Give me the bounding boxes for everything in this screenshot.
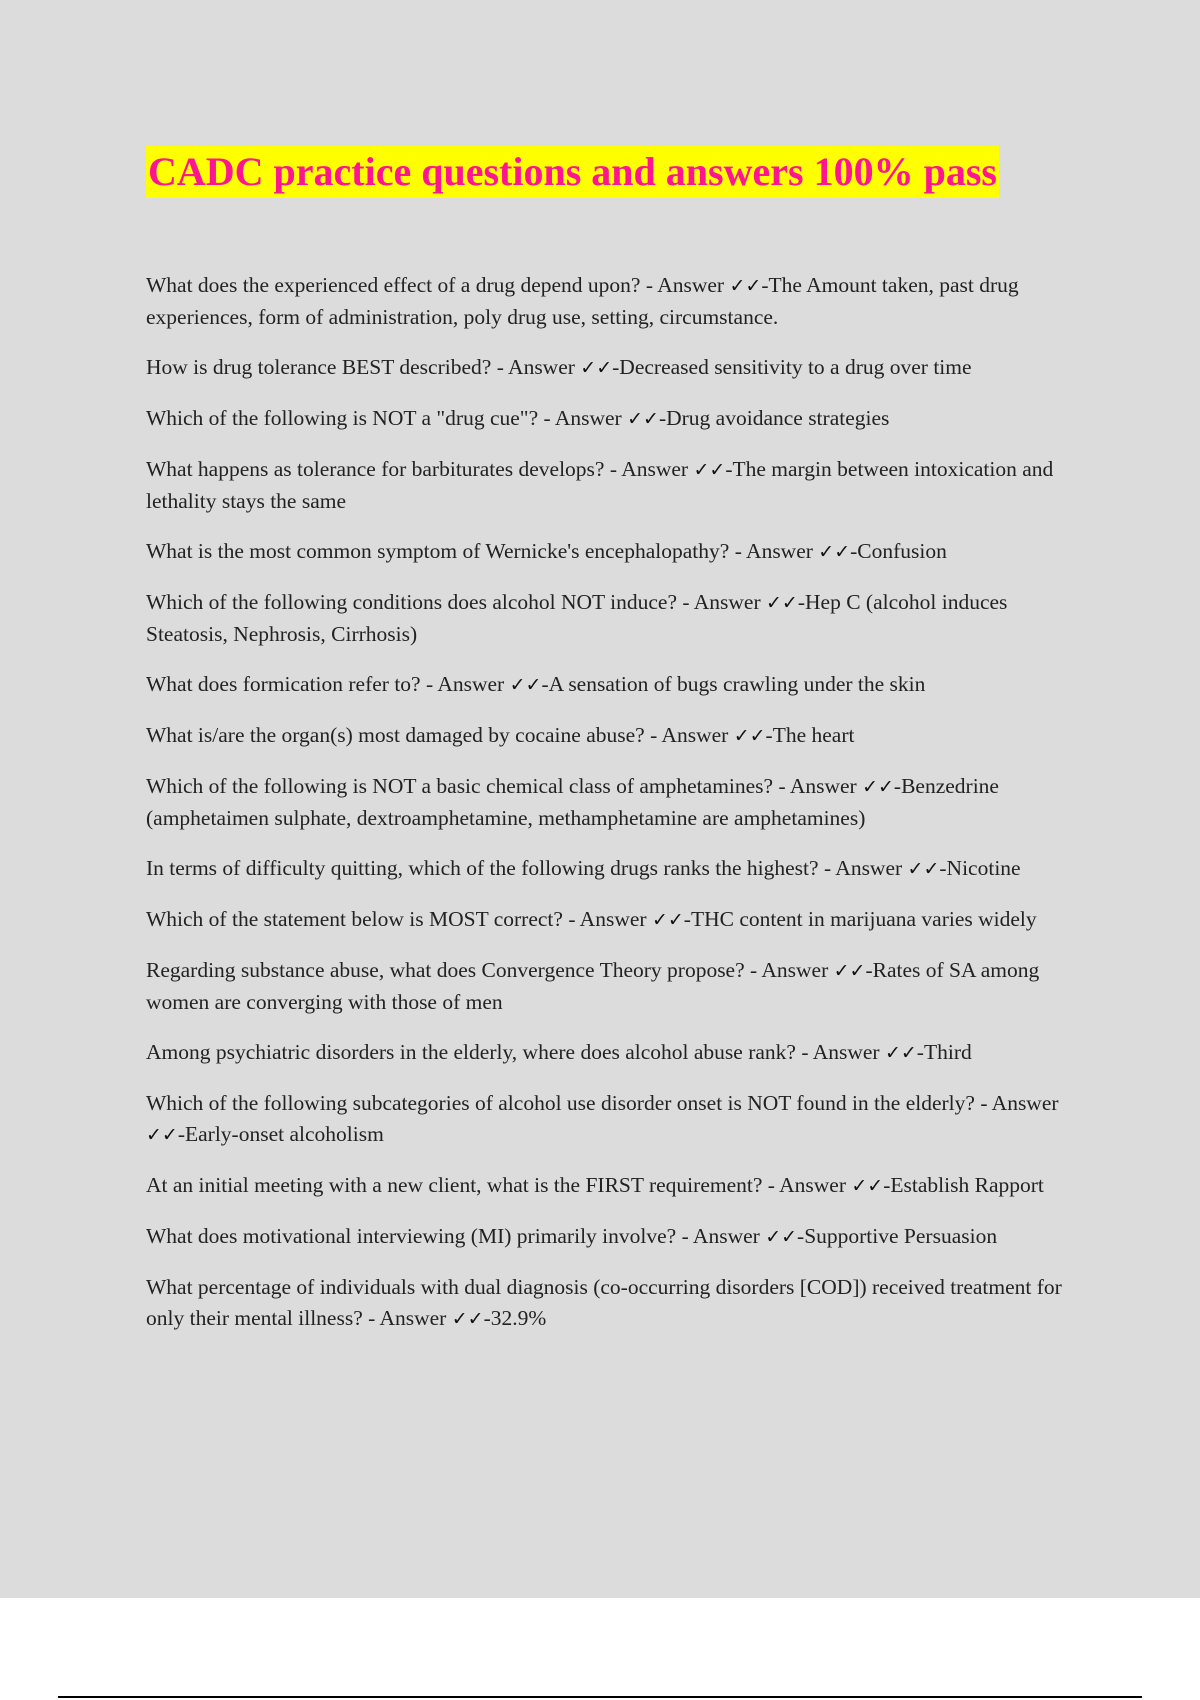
- answer-text: -Supportive Persuasion: [797, 1224, 998, 1248]
- check-marks-icon: ✓✓: [729, 275, 762, 297]
- answer-connector: - Answer: [604, 457, 694, 481]
- answer-text: -Decreased sensitivity to a drug over time: [612, 355, 972, 379]
- question-text: What does motivational interviewing (MI) primarily involve?: [146, 1224, 677, 1248]
- qa-item: [146, 720, 1092, 752]
- qa-item: [146, 853, 1092, 885]
- qa-item: [146, 1088, 1092, 1151]
- check-marks-icon: ✓✓: [451, 1308, 484, 1330]
- answer-connector: - Answer: [562, 907, 652, 931]
- qa-item: [146, 454, 1092, 517]
- answer-text: -The heart: [765, 723, 855, 747]
- answer-connector: - Answer: [729, 539, 819, 563]
- question-text: Which of the following conditions does alcohol NOT induce?: [146, 590, 678, 614]
- qa-item: [146, 536, 1092, 568]
- check-marks-icon: ✓✓: [884, 1042, 917, 1064]
- qa-item: [146, 1221, 1092, 1253]
- qa-item: [146, 955, 1092, 1018]
- answer-connector: - Answer: [491, 355, 581, 379]
- question-text: Which of the statement below is MOST correct?: [146, 907, 563, 931]
- check-marks-icon: ✓✓: [766, 592, 798, 614]
- check-marks-icon: ✓✓: [146, 1124, 178, 1146]
- qa-item: [146, 270, 1092, 333]
- question-text: What does formication refer to?: [146, 672, 421, 696]
- qa-item: [146, 587, 1092, 650]
- answer-text: -Rates of SA among women are converging with those of men: [146, 958, 1040, 1014]
- answer-connector: - Answer: [420, 672, 510, 696]
- qa-item: [146, 1272, 1092, 1335]
- check-marks-icon: ✓✓: [833, 960, 866, 982]
- answer-connector: - Answer: [644, 723, 734, 747]
- qa-item: [146, 771, 1092, 834]
- question-text: Which of the following subcategories of alcohol use disorder onset is NOT found in the elderly?: [146, 1091, 975, 1115]
- check-marks-icon: ✓✓: [651, 909, 684, 931]
- answer-connector: - Answer: [538, 406, 628, 430]
- question-text: What is/are the organ(s) most damaged by cocaine abuse?: [146, 723, 645, 747]
- answer-connector: - Answer: [974, 1091, 1059, 1115]
- qa-item: [146, 904, 1092, 936]
- qa-item: [146, 669, 1092, 701]
- footer-rule: [58, 1696, 1142, 1698]
- check-marks-icon: ✓✓: [765, 1226, 798, 1248]
- answer-text: -Hep C (alcohol induces Steatosis, Nephrosis, Cirrhosis): [146, 590, 1008, 646]
- check-marks-icon: ✓✓: [693, 459, 726, 481]
- check-marks-icon: ✓✓: [627, 408, 659, 430]
- check-marks-icon: ✓✓: [851, 1175, 884, 1197]
- answer-connector: - Answer: [795, 1040, 885, 1064]
- answer-connector: - Answer: [744, 958, 834, 982]
- answer-connector: - Answer: [362, 1306, 452, 1330]
- question-text: What is the most common symptom of Wernicke's encephalopathy?: [146, 539, 730, 563]
- answer-text: -Nicotine: [939, 856, 1021, 880]
- answer-text: -THC content in marijuana varies widely: [683, 907, 1037, 931]
- question-text: How is drug tolerance BEST described?: [146, 355, 492, 379]
- question-text: What happens as tolerance for barbiturates develops?: [146, 457, 605, 481]
- document-title: CADC practice questions and answers 100% pass: [146, 146, 999, 198]
- check-marks-icon: ✓✓: [509, 674, 542, 696]
- answer-connector: - Answer: [640, 273, 730, 297]
- check-marks-icon: ✓✓: [733, 725, 766, 747]
- check-marks-icon: ✓✓: [580, 357, 613, 379]
- question-text: Which of the following is NOT a basic chemical class of amphetamines?: [146, 774, 774, 798]
- qa-item: [146, 1170, 1092, 1202]
- answer-connector: - Answer: [762, 1173, 852, 1197]
- question-text: In terms of difficulty quitting, which of the following drugs ranks the highest?: [146, 856, 819, 880]
- answer-text: -The margin between intoxication and lethality stays the same: [146, 457, 1054, 513]
- answer-text: -The Amount taken, past drug experiences, form of administration, poly drug use, setting, circumstance.: [146, 273, 1019, 329]
- answer-connector: - Answer: [676, 1224, 766, 1248]
- answer-text: -Drug avoidance strategies: [658, 406, 890, 430]
- answer-text: -32.9%: [483, 1306, 547, 1330]
- question-text: Regarding substance abuse, what does Convergence Theory propose?: [146, 958, 745, 982]
- answer-text: -Establish Rapport: [883, 1173, 1044, 1197]
- answer-text: -Early-onset alcoholism: [177, 1122, 384, 1146]
- qa-item: [146, 403, 1092, 435]
- answer-text: -Confusion: [850, 539, 947, 563]
- answer-text: -Third: [916, 1040, 972, 1064]
- answer-connector: - Answer: [677, 590, 766, 614]
- check-marks-icon: ✓✓: [862, 776, 894, 798]
- check-marks-icon: ✓✓: [907, 858, 940, 880]
- question-text: At an initial meeting with a new client, what is the FIRST requirement?: [146, 1173, 763, 1197]
- question-text: Among psychiatric disorders in the elderly, where does alcohol abuse rank?: [146, 1040, 796, 1064]
- qa-list: [146, 270, 1092, 1354]
- question-text: What does the experienced effect of a drug depend upon?: [146, 273, 641, 297]
- answer-text: -Benzedrine (amphetaimen sulphate, dextroamphetamine, methamphetamine are amphetamines): [146, 774, 999, 830]
- title-wrap: [146, 146, 999, 198]
- qa-item: [146, 1037, 1092, 1069]
- qa-item: [146, 352, 1092, 384]
- answer-text: -A sensation of bugs crawling under the skin: [541, 672, 926, 696]
- question-text: Which of the following is NOT a "drug cue"?: [146, 406, 539, 430]
- check-marks-icon: ✓✓: [818, 541, 851, 563]
- question-text: What percentage of individuals with dual diagnosis (co-occurring disorders [COD]) received treatment for only their mental illness?: [146, 1275, 1062, 1330]
- answer-connector: - Answer: [818, 856, 908, 880]
- answer-connector: - Answer: [773, 774, 863, 798]
